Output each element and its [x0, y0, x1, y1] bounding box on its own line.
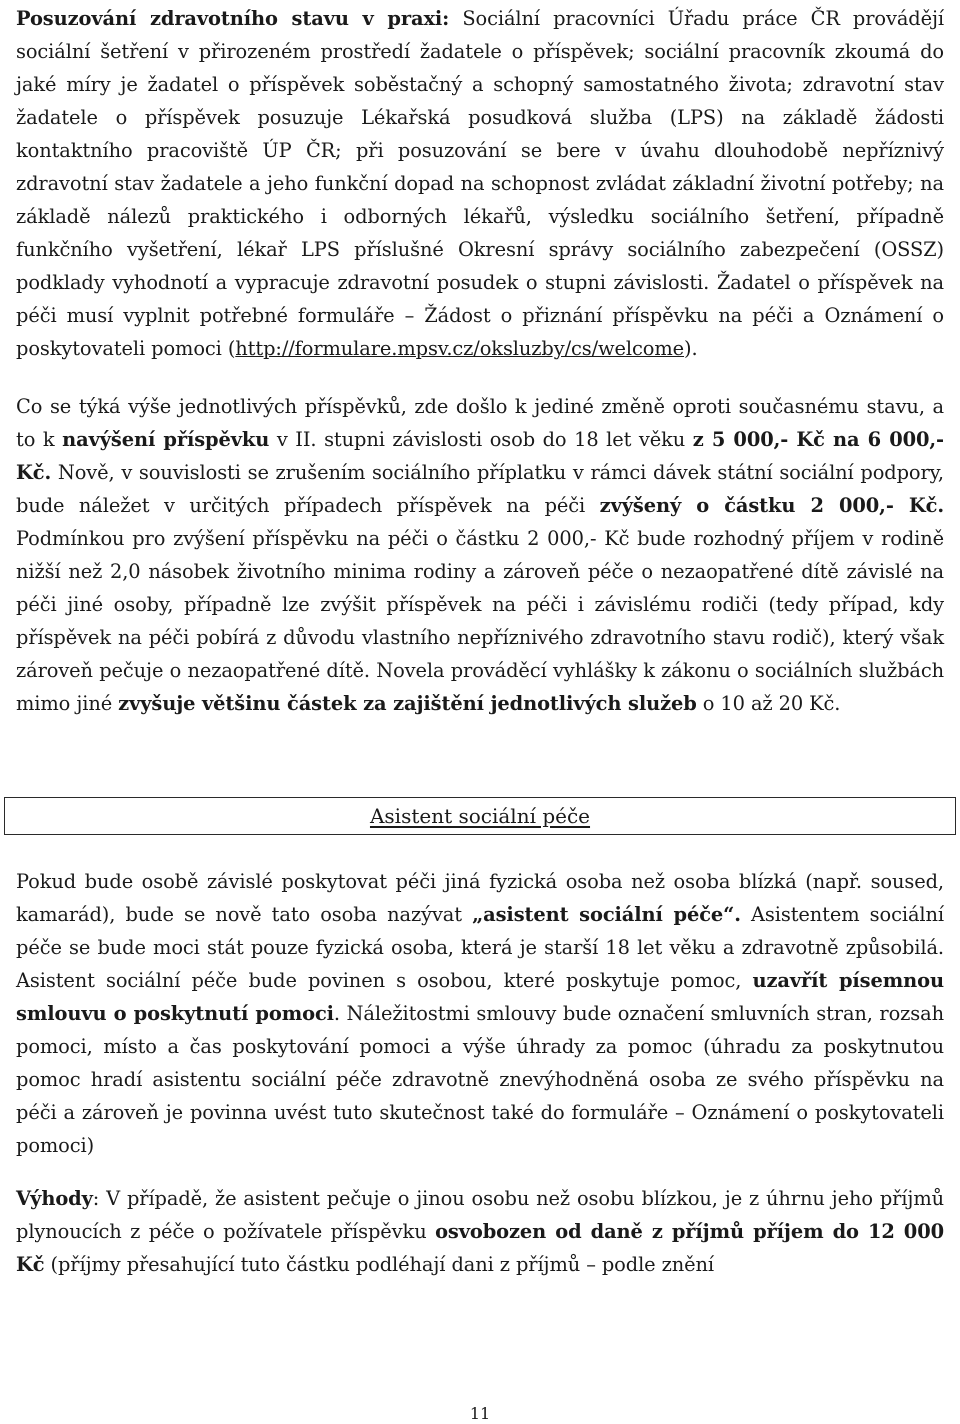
bold-text: z 5 000,- Kč na 6 000,- Kč. — [16, 428, 945, 484]
bold-text: „asistent sociální péče“. — [472, 903, 741, 926]
bold-text: navýšení příspěvku — [62, 428, 270, 451]
paragraph-text: Nově, v souvislosti se zrušením sociálního příplatku v rámci dávek státní sociální podpory, bude náležet v určitých případech příspěvek na péči — [16, 461, 944, 517]
paragraph-text: Pokud bude osobě závislé poskytovat péči jiná fyzická osoba než osoba blízká (např. soused, kamarád), bude se nově tato osoba nazývat — [16, 870, 944, 926]
paragraph-assessment-practice — [16, 0, 944, 365]
paragraph-text: ). — [684, 337, 698, 360]
document-page — [16, 0, 944, 1281]
paragraph-text: Asistentem sociální péče se bude moci stát pouze fyzická osoba, která je starší 18 let věku a zdravotně způsobilá. Asistent sociální péče bude povinen s osobou, které poskytuje pomoc, — [16, 903, 944, 992]
bold-text: osvobozen od daně z příjmů příjem do 12 000 Kč — [16, 1220, 944, 1276]
spacer — [16, 720, 944, 797]
bold-text: uzavřít písemnou smlouvu o poskytnutí pomoci — [16, 969, 944, 1025]
paragraph-text: (příjmy přesahující tuto částku podléhají dani z příjmů – podle znění — [44, 1253, 714, 1276]
paragraph-contribution-changes — [16, 390, 944, 720]
lead-bold-heading: Posuzování zdravotního stavu v praxi: — [16, 7, 450, 30]
bold-text: zvýšený o částku 2 000,- Kč. — [599, 494, 944, 517]
paragraph-text: o 10 až 20 Kč. — [696, 692, 841, 715]
paragraph-advantages — [16, 1182, 944, 1281]
bold-text: Výhody — [16, 1187, 93, 1210]
paragraph-text: Podmínkou pro zvýšení příspěvku na péči o částku 2 000,- Kč bude rozhodný příjem v rodině nižší než 2,0 násobek životního minima rodiny a zároveň péče o nezaopatřené dítě závislé na péči jiné osoby, případně lze zvýšit příspěvek na péči i závislému rodiči (tedy případ, kdy příspěvek na péči pobírá z důvodu vlastního nepříznivého zdravotního stavu rodič), který však zároveň pečuje o nezaopatřené dítě. Novela prováděcí vyhlášky k zákonu o sociálních službách mimo jiné — [16, 527, 944, 715]
paragraph-text: : V případě, že asistent pečuje o jinou osobu než osobu blízkou, je z úhrnu jeho příjmů plynoucích z péče o požívatele příspěvku — [16, 1187, 944, 1243]
paragraph-text: Co se týká výše jednotlivých příspěvků, zde došlo k jediné změně oproti současnému stavu, a to k — [16, 395, 944, 451]
page-number: 11 — [469, 1404, 491, 1423]
section-heading: Asistent sociální péče — [369, 804, 591, 828]
paragraph-care-assistant — [16, 865, 944, 1162]
paragraph-text: Sociální pracovníci Úřadu práce ČR provádějí sociální šetření v přirozeném prostředí žadatele o příspěvek; sociální pracovník zkoumá do jaké míry je žadatel o příspěvek soběstačný a schopný samostatného života; zdravotní stav žadatele o příspěvek posuzuje Lékařská posudková služba (LPS) na základě žádosti kontaktního pracoviště ÚP ČR; při posuzování se bere v úvahu dlouhodobě nepříznivý zdravotní stav žadatele a jeho funkční dopad na schopnost zvládat základní životní potřeby; na základě nálezů praktického i odborných lékařů, výsledku sociálního šetření, případně funkčního vyšetření, lékař LPS příslušné Okresní správy sociálního zabezpečení (OSSZ) podklady vyhodnotí a vypracuje zdravotní posudek o stupni závislosti. Žadatel o příspěvek na péči musí vyplnit potřebné formuláře – Žádost o přiznání příspěvku na péči a Oznámení o poskytovateli pomoci ( — [16, 7, 945, 360]
paragraph-text: v II. stupni závislosti osob do 18 let věku — [269, 428, 693, 451]
bold-text: zvyšuje většinu částek za zajištění jednotlivých služeb — [118, 692, 697, 715]
section-heading-box — [4, 797, 956, 835]
paragraph-text: . Náležitostmi smlouvy bude označení smluvních stran, rozsah pomoci, místo a čas poskytování pomoci a výše úhrady za pomoc (úhradu za poskytnutou pomoc hradí asistentu sociální péče zdravotně znevýhodněná osoba ze svého příspěvku na péči a zároveň je povinna uvést tuto skutečnost také do formuláře – Oznámení o poskytovateli pomoci) — [16, 1002, 944, 1157]
forms-link[interactable]: http://formulare.mpsv.cz/oksluzby/cs/welcome — [235, 337, 685, 360]
